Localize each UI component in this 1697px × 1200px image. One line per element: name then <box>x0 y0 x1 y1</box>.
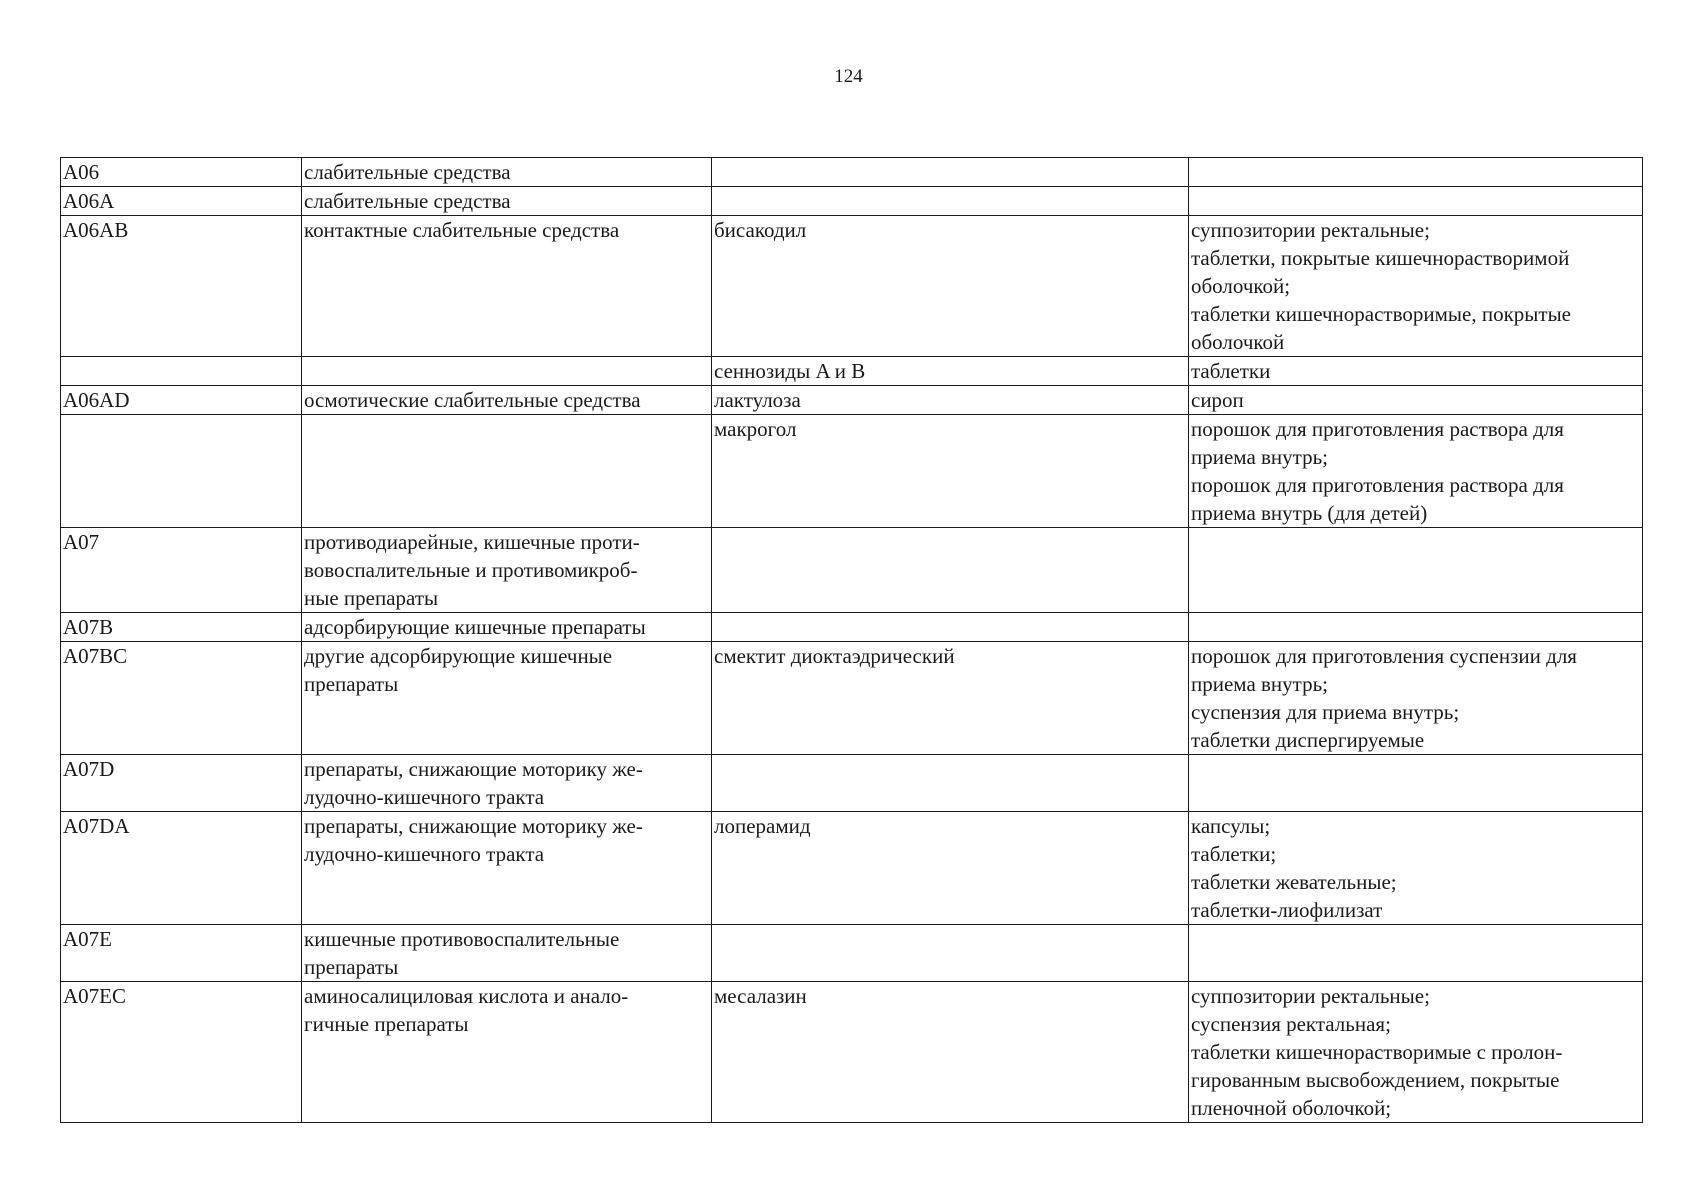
anatomical-group-cell: аминосалициловая кислота и анало- гичные препараты <box>302 982 712 1123</box>
drug-name-cell <box>712 528 1189 613</box>
atc-code-cell: A06AB <box>61 216 302 357</box>
atc-code-cell: A07 <box>61 528 302 613</box>
anatomical-group-cell: слабительные средства <box>302 158 712 187</box>
table-row <box>61 982 1643 1123</box>
drug-name-cell <box>712 158 1189 187</box>
anatomical-group-cell: адсорбирующие кишечные препараты <box>302 613 712 642</box>
drug-name-cell: лоперамид <box>712 812 1189 925</box>
dosage-form-cell: таблетки <box>1189 357 1643 386</box>
atc-code-cell <box>61 357 302 386</box>
dosage-form-cell <box>1189 187 1643 216</box>
dosage-form-cell <box>1189 755 1643 812</box>
dosage-form-cell: суппозитории ректальные; таблетки, покрытые кишечнорастворимой оболочкой; таблетки кишечнорастворимые, покрытые оболочкой <box>1189 216 1643 357</box>
table-row <box>61 812 1643 925</box>
atc-code-cell: A07DA <box>61 812 302 925</box>
table-row <box>61 357 1643 386</box>
table-row <box>61 158 1643 187</box>
anatomical-group-cell: слабительные средства <box>302 187 712 216</box>
atc-code-cell: A06 <box>61 158 302 187</box>
table-row <box>61 415 1643 528</box>
anatomical-group-cell <box>302 415 712 528</box>
drug-name-cell: сеннозиды A и B <box>712 357 1189 386</box>
drug-name-cell: смектит диоктаэдрический <box>712 642 1189 755</box>
page-number: 124 <box>834 66 863 87</box>
anatomical-group-cell: другие адсорбирующие кишечные препараты <box>302 642 712 755</box>
dosage-form-cell <box>1189 925 1643 982</box>
dosage-form-cell <box>1189 158 1643 187</box>
anatomical-group-cell: препараты, снижающие моторику же- лудочно-кишечного тракта <box>302 812 712 925</box>
dosage-form-cell: порошок для приготовления суспензии для приема внутрь; суспензия для приема внутрь; таблетки диспергируемые <box>1189 642 1643 755</box>
dosage-form-cell: порошок для приготовления раствора для приема внутрь; порошок для приготовления раствора для приема внутрь (для детей) <box>1189 415 1643 528</box>
drug-name-cell: бисакодил <box>712 216 1189 357</box>
drug-name-cell <box>712 613 1189 642</box>
anatomical-group-cell: осмотические слабительные средства <box>302 386 712 415</box>
dosage-form-cell <box>1189 528 1643 613</box>
table-row <box>61 925 1643 982</box>
drug-name-cell: макрогол <box>712 415 1189 528</box>
table-body <box>61 158 1643 1123</box>
table-row <box>61 642 1643 755</box>
drug-name-cell: лактулоза <box>712 386 1189 415</box>
table-row <box>61 386 1643 415</box>
drug-name-cell <box>712 925 1189 982</box>
table-row <box>61 755 1643 812</box>
anatomical-group-cell: препараты, снижающие моторику же- лудочно-кишечного тракта <box>302 755 712 812</box>
anatomical-group-cell: контактные слабительные средства <box>302 216 712 357</box>
atc-code-cell: A07BC <box>61 642 302 755</box>
drug-list-table <box>60 157 1643 1123</box>
atc-code-cell: A07B <box>61 613 302 642</box>
drug-name-cell <box>712 187 1189 216</box>
table-row <box>61 613 1643 642</box>
anatomical-group-cell <box>302 357 712 386</box>
dosage-form-cell: суппозитории ректальные; суспензия ректальная; таблетки кишечнорастворимые с пролон- гированным высвобождением, покрытые пленочной оболочкой; <box>1189 982 1643 1123</box>
table-row <box>61 528 1643 613</box>
drug-name-cell: месалазин <box>712 982 1189 1123</box>
atc-code-cell <box>61 415 302 528</box>
anatomical-group-cell: противодиарейные, кишечные проти- вовоспалительные и противомикроб- ные препараты <box>302 528 712 613</box>
table-row <box>61 216 1643 357</box>
atc-code-cell: A06AD <box>61 386 302 415</box>
dosage-form-cell <box>1189 613 1643 642</box>
atc-code-cell: A07D <box>61 755 302 812</box>
table-row <box>61 187 1643 216</box>
anatomical-group-cell: кишечные противовоспалительные препараты <box>302 925 712 982</box>
atc-code-cell: A07E <box>61 925 302 982</box>
drug-name-cell <box>712 755 1189 812</box>
atc-code-cell: A06A <box>61 187 302 216</box>
atc-code-cell: A07EC <box>61 982 302 1123</box>
dosage-form-cell: капсулы; таблетки; таблетки жевательные; таблетки-лиофилизат <box>1189 812 1643 925</box>
dosage-form-cell: сироп <box>1189 386 1643 415</box>
